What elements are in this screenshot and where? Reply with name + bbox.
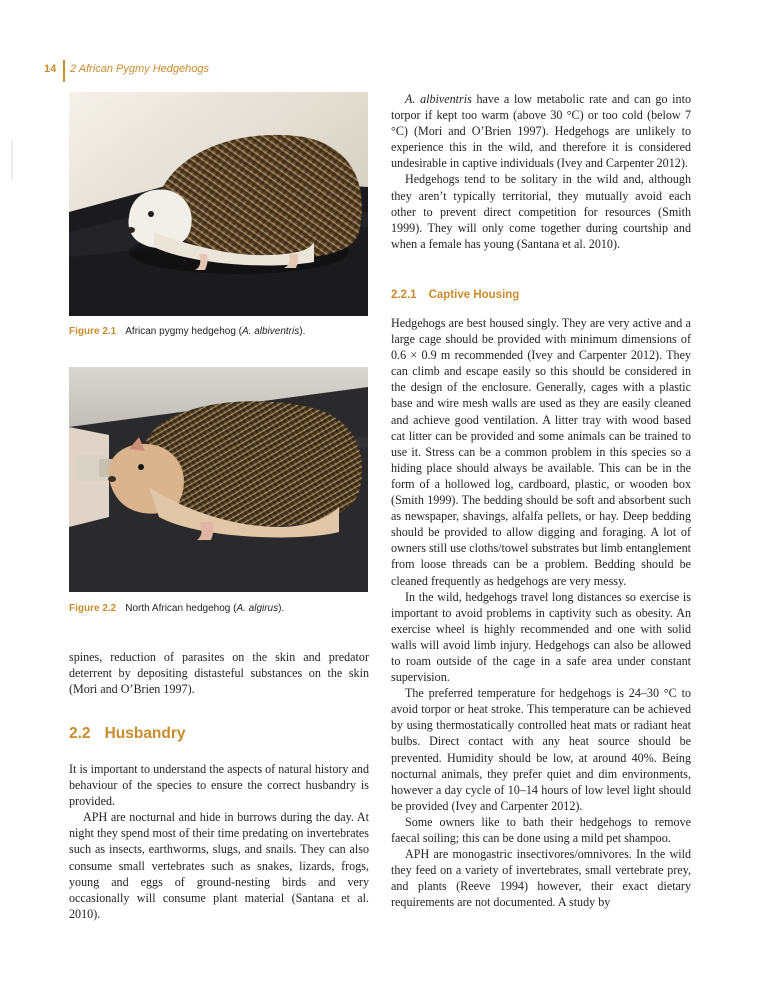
caption-species: A. albiventris <box>241 326 300 337</box>
subsection-heading <box>391 289 519 301</box>
caption-species: A. algirus <box>236 603 279 614</box>
paragraph <box>391 91 691 171</box>
figure-label: Figure 2.1 <box>69 326 117 337</box>
paragraph: spines, reduction of parasites on the skin and predator deterrent by depositing distasteful substances on the skin (Mori and O’Brien 1997). <box>69 650 369 697</box>
page-number: 14 <box>44 63 57 75</box>
paragraph: The preferred temperature for hedgehogs is 24–30 °C to avoid torpor or heat stroke. This temperature can be achieved by using thermostatically controlled heat mats or radiant heat bulbs. Direct contact with any heat source should be prevented. Humidity should be low, at around 40%. Being nocturnal animals, they prefer quiet and dim environments, however a day cycle of 10–14 hours of low level light should be provided (Ivey and Carpenter 2012). <box>391 686 691 813</box>
section-title: Husbandry <box>104 725 186 742</box>
hedgehog-albiventris-image <box>69 92 368 316</box>
paragraph: It is important to understand the aspects of natural history and behaviour of the species to ensure the correct husbandry is provided. <box>69 762 369 809</box>
caption-end: ). <box>299 326 306 337</box>
section-number: 2.2 <box>69 725 91 742</box>
right-body-block <box>391 315 691 910</box>
paragraph-text: have a low metabolic rate and can go into torpor if kept too warm (above 30 °C) or too cold (below 7 °C) (Mori and O’Brien 1997). Hedgehogs are unlikely to experience this in the wild, and therefore it is considered undesirable in captive individuals (Ivey and Carpenter 2012). <box>391 92 691 171</box>
paragraph: Some owners like to bath their hedgehogs to remove faecal soiling; this can be done using a mild pet shampoo. <box>391 814 691 845</box>
caption-end: ). <box>278 603 285 614</box>
paragraph: In the wild, hedgehogs travel long distances so exercise is important to avoid problems in captivity such as obesity. An exercise wheel is highly recommended and one with solid walls will avoid limb injury. Hedgehogs can also be allowed to roam outside of the cage in a safe area under constant supervision. <box>391 589 691 685</box>
caption-text: North African hedgehog ( <box>125 603 237 614</box>
paragraph: Hedgehogs tend to be solitary in the wild and, although they aren’t typically territorial, they mutually avoid each other to prevent direct competition for resources (Smith 1999). They will only come together during courtship and when a female has young (Santana et al. 2010). <box>391 172 691 251</box>
paragraph: Hedgehogs are best housed singly. They are very active and a large cage should be provided with minimum dimensions of 0.6 × 0.9 m recommended (Ivey and Carpenter 2012). They can climb and escape easily so this should be considered in the design of the enclosure. Generally, cages with a plastic base and wire mesh walls are used as they are easily cleaned and achieve good ventilation. A litter tray with wood based cat litter can be provided and some animals can be trained to use it. Stress can be a common problem in this species so a hiding place should always be available. This can be in the form of a hollowed log, cardboard, plastic, or wooden box (Smith 1999). The bedding should be soft and absorbent such as newspaper, shavings, alfalfa pellets, or hay. Deep bedding should be provided to allow digging and foraging. A lot of owners still use cloths/towel substrates but limb entanglement from loose threads can be a problem. Bedding should be cleaned frequently as hedgehogs are very messy. <box>391 316 691 588</box>
figure-2-1-photo <box>69 92 368 316</box>
hedgehog-algirus-image <box>69 367 368 592</box>
species-name: A. albiventris <box>405 92 472 106</box>
figure-label: Figure 2.2 <box>69 603 117 614</box>
margin-mark <box>6 140 18 180</box>
section-heading <box>69 725 186 743</box>
figure-2-2-caption <box>69 603 369 614</box>
left-body-block <box>69 761 369 922</box>
paragraph: APH are monogastric insectivores/omnivores. In the wild they feed on a variety of invertebrates, small vertebrate prey, and plants (Reeve 1994) however, their exact dietary requirements are not documented. A study by <box>391 847 691 910</box>
header-divider <box>63 60 65 82</box>
left-intro-block <box>69 649 369 697</box>
paragraph: APH are nocturnal and hide in burrows during the day. At night they spend most of their time predating on invertebrates such as insects, earthworms, slugs, and snails. They can also consume small vertebrates such as snakes, lizards, frogs, young and eggs of ground-nesting birds and very occasionally will consume plant material (Santana et al. 2010). <box>69 810 369 921</box>
subsection-title: Captive Housing <box>428 289 520 301</box>
figure-2-1-caption <box>69 326 369 337</box>
right-top-block <box>391 91 691 252</box>
running-title: 2 African Pygmy Hedgehogs <box>70 63 209 75</box>
caption-text: African pygmy hedgehog ( <box>125 326 242 337</box>
subsection-number: 2.2.1 <box>391 289 417 301</box>
figure-2-2-photo <box>69 367 368 592</box>
